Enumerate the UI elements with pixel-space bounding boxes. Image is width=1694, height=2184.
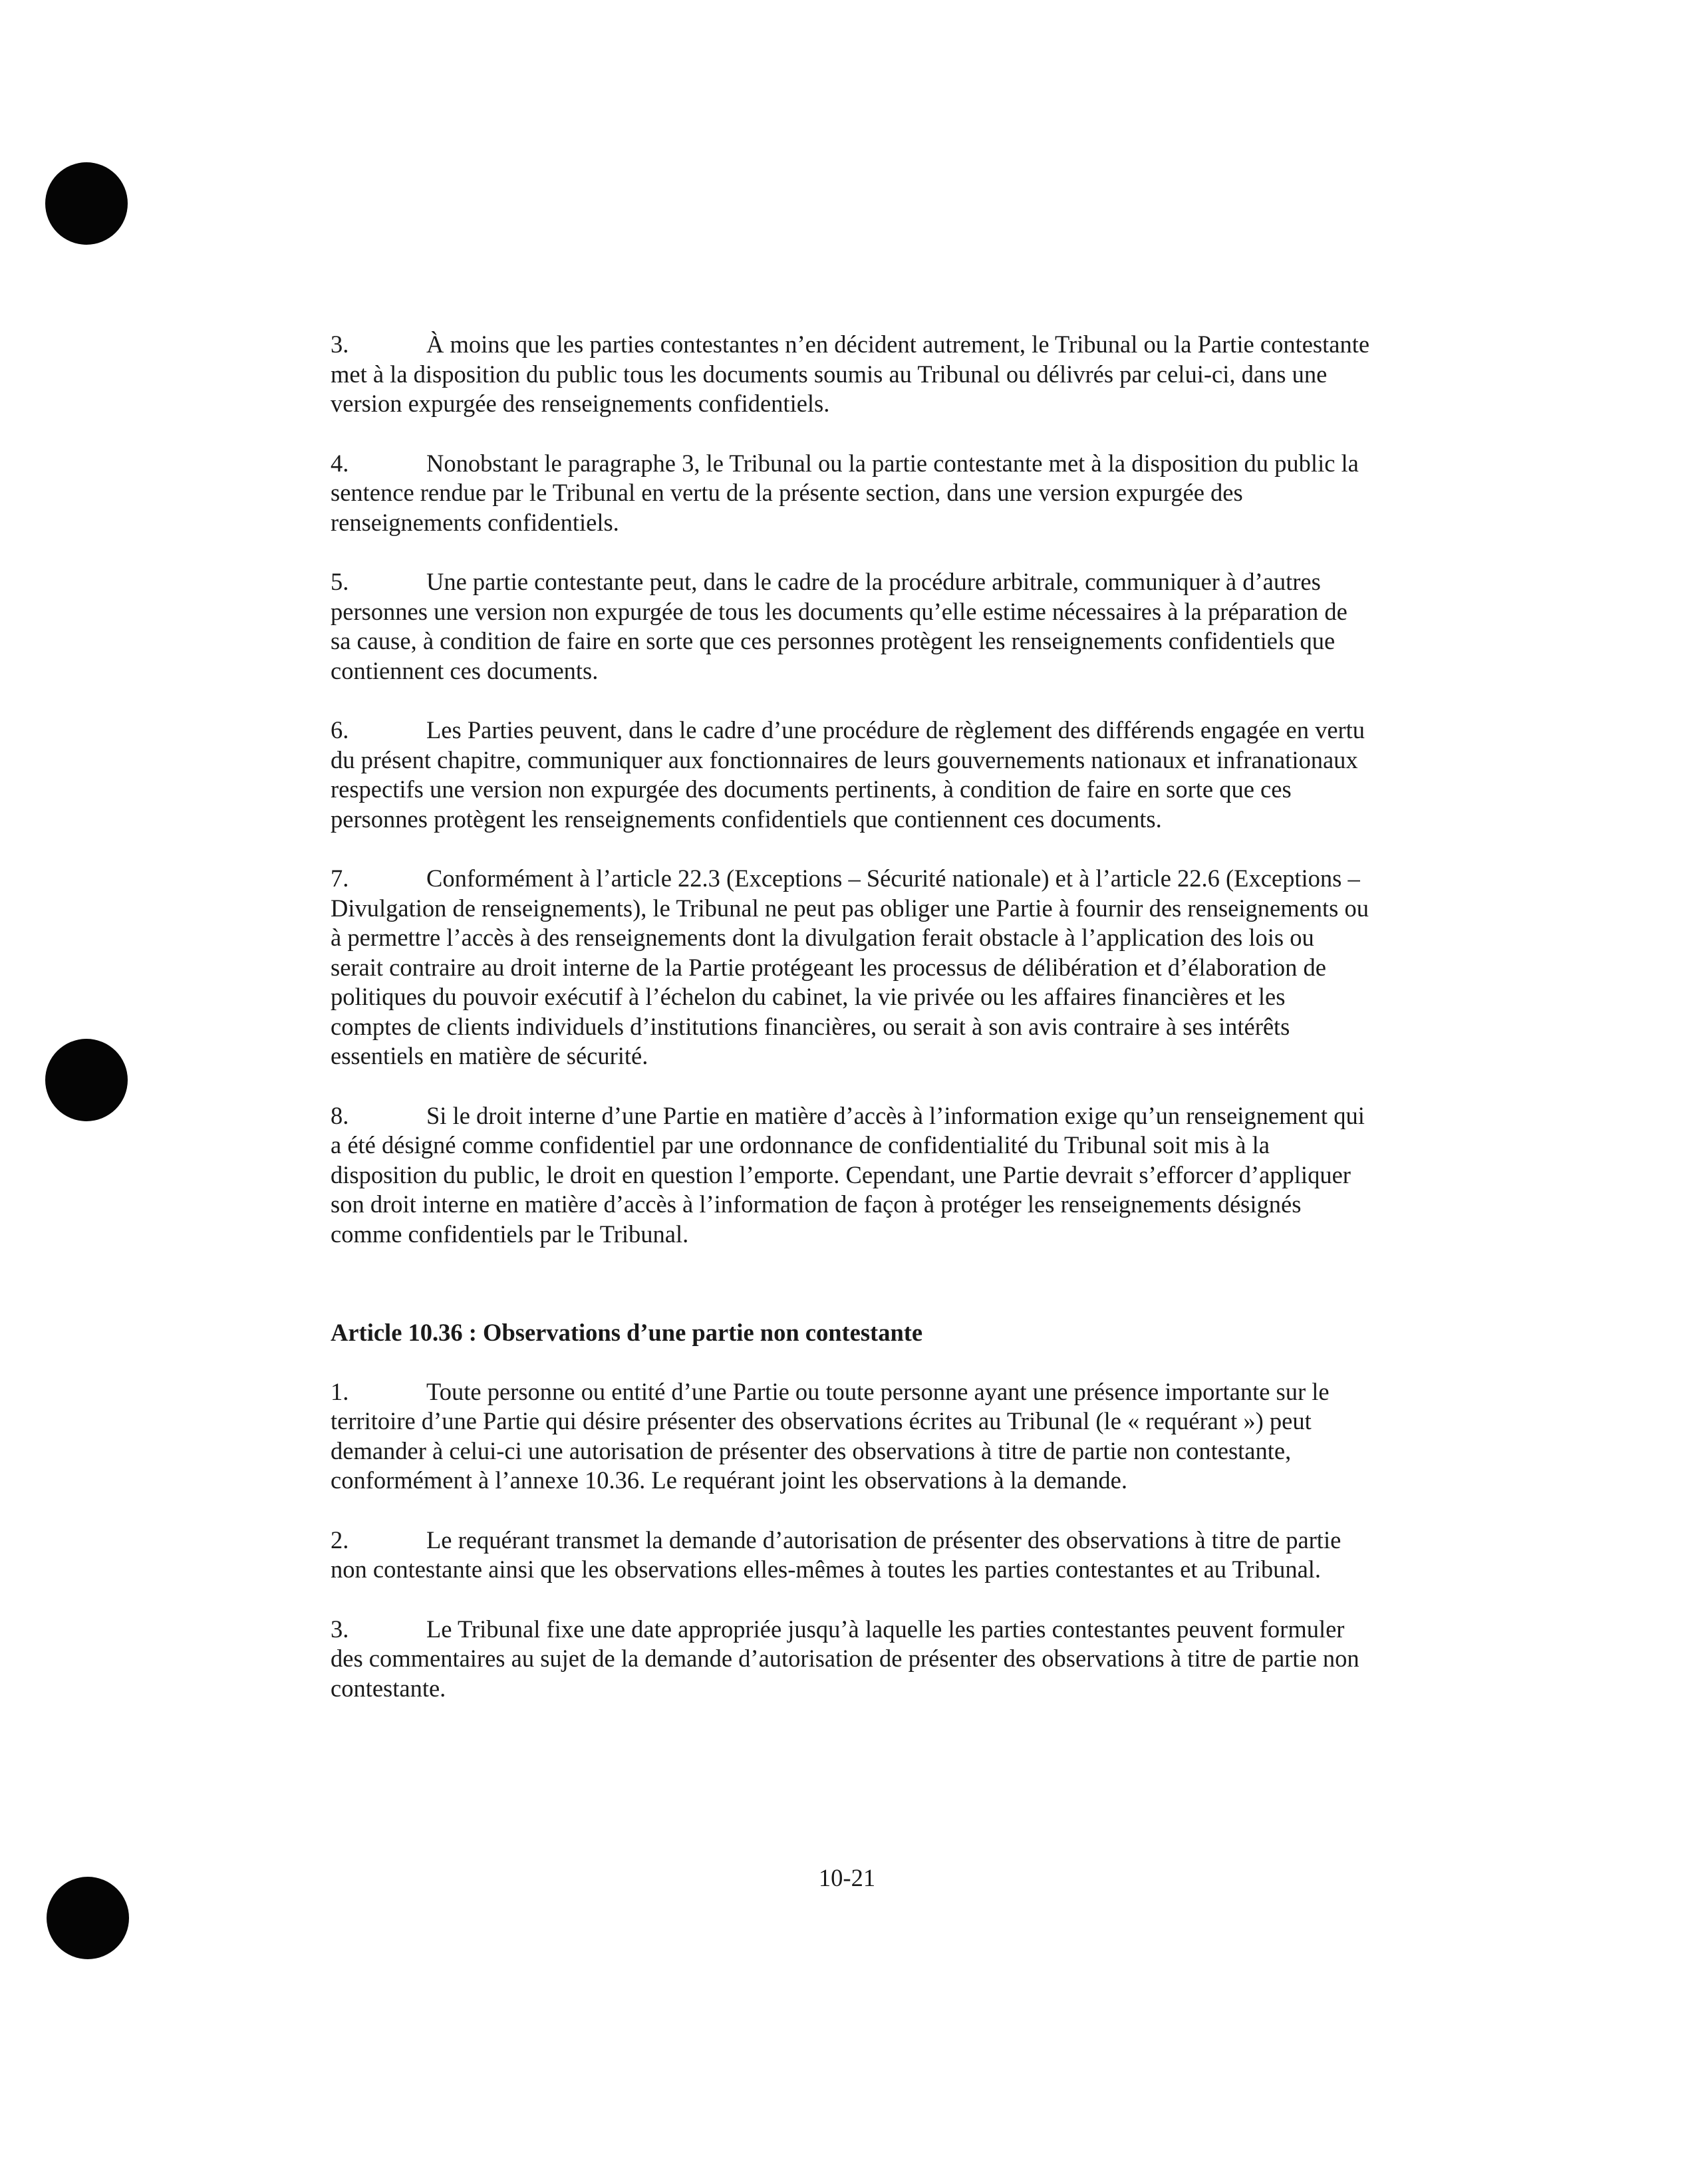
paragraph-text: Conformément à l’article 22.3 (Exceptions – Sécurité nationale) et à l’article 22.6 (Exceptions – Divulgation de renseignements), le Tribunal ne peut pas obliger une Partie à fournir des renseignements ou à permettre l’accès à des renseignements dont la divulgation ferait obstacle à l’application des lois ou serait contraire au droit interne de la Partie protégeant les processus de délibération et d’élaboration de politiques du pouvoir exécutif à l’échelon du cabinet, la vie privée ou les affaires financières et les comptes de clients individuels d’institutions financières, ou serait à son avis contraire à ses intérêts essentiels en matière de sécurité. [331,865,1369,1069]
paragraph-number: 4. [331,449,349,477]
paragraph-text: Le Tribunal fixe une date appropriée jusqu’à laquelle les parties contestantes peuvent formuler des commentaires au sujet de la demande d’autorisation de présenter des observations à titre de partie non contestante. [331,1615,1359,1702]
punch-hole-middle [45,1039,128,1121]
paragraph-text: Si le droit interne d’une Partie en matière d’accès à l’information exige qu’un renseignement qui a été désigné comme confidentiel par une ordonnance de confidentialité du Tribunal soit mis à la disposition du public, le droit en question l’emporte. Cependant, une Partie devrait s’efforcer d’appliquer son droit interne en matière d’accès à l’information de façon à protéger les renseignements désignés comme confidentiels par le Tribunal. [331,1101,1365,1248]
paragraph-number: 3. [331,1615,349,1643]
paragraph-6 [331,716,1371,834]
article-paragraph-3 [331,1615,1371,1704]
paragraph-text: Une partie contestante peut, dans le cadre de la procédure arbitrale, communiquer à d’autres personnes une version non expurgée de tous les documents qu’elle estime nécessaires à la préparation de sa cause, à condition de faire en sorte que ces personnes protègent les renseignements confidentiels que contiennent ces documents. [331,568,1347,684]
paragraph-7 [331,864,1371,1071]
paragraph-text: À moins que les parties contestantes n’en décident autrement, le Tribunal ou la Partie contestante met à la disposition du public tous les documents soumis au Tribunal ou délivrés par celui-ci, dans une version expurgée des renseignements confidentiels. [331,331,1370,417]
article-paragraph-2 [331,1526,1371,1585]
article-heading: Article 10.36 : Observations d’une partie non contestante [331,1319,923,1346]
paragraph-text: Nonobstant le paragraphe 3, le Tribunal ou la partie contestante met à la disposition du public la sentence rendue par le Tribunal en vertu de la présente section, dans une version expurgée des renseignements confidentiels. [331,449,1359,536]
document-body [331,330,1371,1733]
paragraph-number: 8. [331,1101,349,1129]
paragraph-number: 5. [331,568,349,595]
paragraph-number: 7. [331,865,349,892]
paragraph-8 [331,1101,1371,1250]
paragraph-number: 1. [331,1377,349,1405]
page-number: 10-21 [818,1864,876,1891]
paragraph-4 [331,449,1371,538]
paragraph-text: Les Parties peuvent, dans le cadre d’une procédure de règlement des différends engagée en vertu du présent chapitre, communiquer aux fonctionnaires de leurs gouvernements nationaux et infranationaux respectifs une version non expurgée des documents pertinents, à condition de faire en sorte que ces personnes protègent les renseignements confidentiels que contiennent ces documents. [331,716,1365,833]
paragraph-5 [331,567,1371,686]
paragraph-number: 2. [331,1526,349,1554]
paragraph-number: 6. [331,716,349,744]
article-paragraph-1 [331,1377,1371,1496]
paragraph-3 [331,330,1371,419]
paragraph-text: Le requérant transmet la demande d’autorisation de présenter des observations à titre de partie non contestante ainsi que les observations elles-mêmes à toutes les parties contestantes et au Tribunal. [331,1526,1341,1583]
punch-hole-top [45,162,128,245]
paragraph-text: Toute personne ou entité d’une Partie ou toute personne ayant une présence importante sur le territoire d’une Partie qui désire présenter des observations écrites au Tribunal (le « requérant ») peut demander à celui-ci une autorisation de présenter des observations à titre de partie non contestante, conformément à l’annexe 10.36. Le requérant joint les observations à la demande. [331,1377,1330,1494]
paragraph-number: 3. [331,331,349,358]
